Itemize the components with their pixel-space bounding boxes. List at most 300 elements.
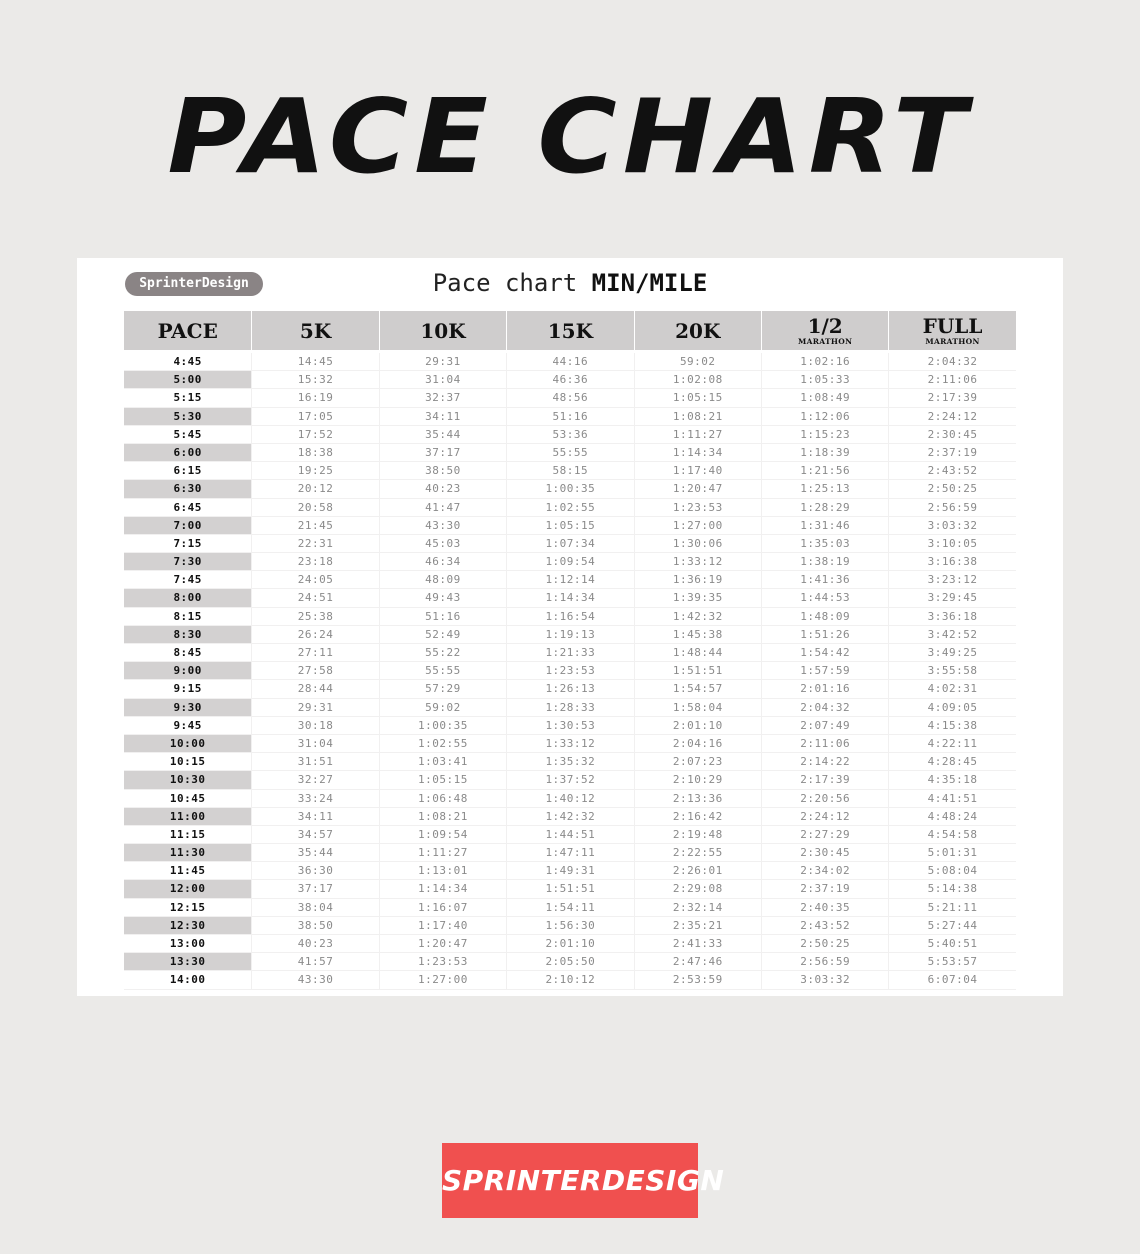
- table-row: [124, 426, 1016, 444]
- table-row: [124, 462, 1016, 480]
- time-cell: 3:49:25: [888, 644, 1015, 661]
- table-row: [124, 480, 1016, 498]
- time-cell: 2:32:14: [634, 899, 761, 916]
- time-cell: 2:43:52: [888, 462, 1015, 479]
- time-cell: 26:24: [251, 626, 378, 643]
- table-row: [124, 862, 1016, 880]
- time-cell: 43:30: [251, 971, 378, 988]
- table-row: [124, 680, 1016, 698]
- time-cell: 1:57:59: [761, 662, 888, 679]
- time-cell: 2:53:59: [634, 971, 761, 988]
- pace-cell: 6:15: [173, 464, 202, 478]
- column-header: [634, 311, 761, 350]
- time-cell: 5:53:57: [888, 953, 1015, 970]
- time-cell: 2:10:12: [506, 971, 633, 988]
- pace-cell: 11:30: [124, 844, 251, 861]
- time-cell: 1:28:33: [506, 699, 633, 716]
- time-cell: 1:48:44: [634, 644, 761, 661]
- time-cell: 48:56: [506, 389, 633, 406]
- time-cell: 1:19:13: [506, 626, 633, 643]
- column-header: [379, 311, 506, 350]
- time-cell: 1:44:53: [761, 589, 888, 606]
- time-cell: 5:01:31: [888, 844, 1015, 861]
- time-cell: 20:12: [251, 480, 378, 497]
- time-cell: 34:11: [251, 808, 378, 825]
- time-cell: 49:43: [379, 589, 506, 606]
- footer-brand-badge: SPRINTERDESIGN: [442, 1143, 698, 1218]
- time-cell: 29:31: [379, 353, 506, 370]
- time-cell: 51:16: [379, 608, 506, 625]
- time-cell: 34:57: [251, 826, 378, 843]
- pace-cell: 8:00: [124, 589, 251, 606]
- time-cell: 2:13:36: [634, 790, 761, 807]
- time-cell: 2:10:29: [634, 771, 761, 788]
- time-cell: 1:56:30: [506, 917, 633, 934]
- time-cell: 1:54:11: [506, 899, 633, 916]
- time-cell: 2:17:39: [761, 771, 888, 788]
- time-cell: 4:35:18: [888, 771, 1015, 788]
- time-cell: 1:33:12: [506, 735, 633, 752]
- time-cell: 1:51:51: [506, 880, 633, 897]
- pace-cell: 9:30: [124, 699, 251, 716]
- time-cell: 1:37:52: [506, 771, 633, 788]
- time-cell: 3:36:18: [888, 608, 1015, 625]
- time-cell: 1:21:33: [506, 644, 633, 661]
- time-cell: 18:38: [251, 444, 378, 461]
- column-header: [506, 311, 633, 350]
- sheet-title: [77, 268, 1063, 298]
- time-cell: 2:30:45: [761, 844, 888, 861]
- time-cell: 1:35:03: [761, 535, 888, 552]
- time-cell: 2:17:39: [888, 389, 1015, 406]
- table-row: [124, 553, 1016, 571]
- time-cell: 28:44: [251, 680, 378, 697]
- time-cell: 2:50:25: [761, 935, 888, 952]
- time-cell: 1:40:12: [506, 790, 633, 807]
- time-cell: 1:44:51: [506, 826, 633, 843]
- pace-cell: 8:45: [173, 646, 202, 659]
- table-row: [124, 608, 1016, 626]
- time-cell: 1:05:15: [379, 771, 506, 788]
- table-row: [124, 371, 1016, 389]
- time-cell: 1:02:16: [761, 353, 888, 370]
- time-cell: 24:51: [251, 589, 378, 606]
- pace-cell: 12:30: [124, 917, 251, 934]
- time-cell: 36:30: [251, 862, 378, 879]
- time-cell: 55:55: [506, 444, 633, 461]
- pace-cell: 6:00: [124, 444, 251, 461]
- table-row: [124, 808, 1016, 826]
- table-row: [124, 790, 1016, 808]
- pace-cell: 6:45: [173, 500, 202, 514]
- time-cell: 2:20:56: [761, 790, 888, 807]
- time-cell: 1:14:34: [506, 589, 633, 606]
- time-cell: 21:45: [251, 517, 378, 534]
- time-cell: 1:18:39: [761, 444, 888, 461]
- table-row: [124, 935, 1016, 953]
- time-cell: 1:05:15: [634, 389, 761, 406]
- time-cell: 2:24:12: [888, 408, 1015, 425]
- column-header-label: PACE: [157, 318, 218, 343]
- column-header-label: 1/2: [807, 314, 843, 338]
- time-cell: 55:22: [379, 644, 506, 661]
- time-cell: 4:02:31: [888, 680, 1015, 697]
- time-cell: 48:09: [379, 571, 506, 588]
- table-row: [124, 571, 1016, 589]
- table-row: [124, 589, 1016, 607]
- column-header-sublabel: MARATHON: [925, 337, 980, 346]
- column-header-label: 20K: [675, 318, 721, 343]
- table-row: [124, 499, 1016, 517]
- time-cell: 14:45: [251, 353, 378, 370]
- time-cell: 27:11: [251, 644, 378, 661]
- pace-cell: 6:30: [124, 480, 251, 497]
- time-cell: 2:07:49: [761, 717, 888, 734]
- column-header-label: 5K: [299, 318, 332, 343]
- time-cell: 1:45:38: [634, 626, 761, 643]
- table-row: [124, 735, 1016, 753]
- time-cell: 16:19: [251, 389, 378, 406]
- time-cell: 2:43:52: [761, 917, 888, 934]
- time-cell: 2:35:21: [634, 917, 761, 934]
- time-cell: 2:04:16: [634, 735, 761, 752]
- time-cell: 2:07:23: [634, 753, 761, 770]
- sheet-title-prefix: Pace chart: [432, 269, 578, 297]
- pace-cell: 5:00: [124, 371, 251, 388]
- time-cell: 1:12:06: [761, 408, 888, 425]
- table-row: [124, 444, 1016, 462]
- time-cell: 52:49: [379, 626, 506, 643]
- table-header: [124, 311, 1016, 350]
- time-cell: 1:54:57: [634, 680, 761, 697]
- time-cell: 2:26:01: [634, 862, 761, 879]
- time-cell: 3:42:52: [888, 626, 1015, 643]
- time-cell: 1:17:40: [634, 462, 761, 479]
- table-row: [124, 699, 1016, 717]
- time-cell: 1:28:29: [761, 499, 888, 516]
- pace-chart-sheet: [77, 258, 1063, 996]
- time-cell: 58:15: [506, 462, 633, 479]
- time-cell: 3:23:12: [888, 571, 1015, 588]
- time-cell: 1:27:00: [379, 971, 506, 988]
- column-header-label: 15K: [547, 318, 593, 343]
- time-cell: 2:30:45: [888, 426, 1015, 443]
- time-cell: 29:31: [251, 699, 378, 716]
- time-cell: 1:23:53: [634, 499, 761, 516]
- time-cell: 2:11:06: [888, 371, 1015, 388]
- time-cell: 1:14:34: [634, 444, 761, 461]
- time-cell: 1:05:15: [506, 517, 633, 534]
- time-cell: 41:57: [251, 953, 378, 970]
- time-cell: 1:26:13: [506, 680, 633, 697]
- pace-cell: 8:15: [173, 609, 202, 623]
- time-cell: 2:27:29: [761, 826, 888, 843]
- time-cell: 1:14:34: [379, 880, 506, 897]
- time-cell: 1:42:32: [634, 608, 761, 625]
- time-cell: 2:37:19: [888, 444, 1015, 461]
- time-cell: 2:56:59: [761, 953, 888, 970]
- time-cell: 1:42:32: [506, 808, 633, 825]
- time-cell: 1:38:19: [761, 553, 888, 570]
- time-cell: 1:07:34: [506, 535, 633, 552]
- time-cell: 2:14:22: [761, 753, 888, 770]
- pace-cell: 9:15: [173, 682, 202, 696]
- pace-cell: 10:30: [124, 771, 251, 788]
- time-cell: 46:36: [506, 371, 633, 388]
- time-cell: 1:20:47: [379, 935, 506, 952]
- time-cell: 1:13:01: [379, 862, 506, 879]
- pace-cell: 14:00: [169, 973, 206, 987]
- time-cell: 35:44: [379, 426, 506, 443]
- time-cell: 2:41:33: [634, 935, 761, 952]
- time-cell: 17:05: [251, 408, 378, 425]
- table-row: [124, 753, 1016, 771]
- time-cell: 57:29: [379, 680, 506, 697]
- time-cell: 32:27: [251, 771, 378, 788]
- time-cell: 2:24:12: [761, 808, 888, 825]
- time-cell: 59:02: [379, 699, 506, 716]
- time-cell: 2:01:10: [506, 935, 633, 952]
- time-cell: 1:06:48: [379, 790, 506, 807]
- table-row: [124, 917, 1016, 935]
- time-cell: 2:37:19: [761, 880, 888, 897]
- time-cell: 1:51:51: [634, 662, 761, 679]
- time-cell: 23:18: [251, 553, 378, 570]
- column-header: [888, 311, 1015, 350]
- time-cell: 4:22:11: [888, 735, 1015, 752]
- time-cell: 4:41:51: [888, 790, 1015, 807]
- time-cell: 2:16:42: [634, 808, 761, 825]
- time-cell: 1:11:27: [634, 426, 761, 443]
- time-cell: 1:17:40: [379, 917, 506, 934]
- column-header-sublabel: MARATHON: [798, 337, 853, 346]
- time-cell: 1:33:12: [634, 553, 761, 570]
- pace-cell: 13:30: [124, 953, 251, 970]
- pace-cell: 13:00: [169, 937, 206, 950]
- table-row: [124, 644, 1016, 662]
- time-cell: 3:10:05: [888, 535, 1015, 552]
- time-cell: 53:36: [506, 426, 633, 443]
- time-cell: 44:16: [506, 353, 633, 370]
- time-cell: 1:00:35: [506, 480, 633, 497]
- pace-cell: 12:15: [169, 900, 206, 914]
- time-cell: 1:23:53: [379, 953, 506, 970]
- table-row: [124, 953, 1016, 971]
- time-cell: 30:18: [251, 717, 378, 734]
- column-header: [124, 311, 251, 350]
- time-cell: 41:47: [379, 499, 506, 516]
- time-cell: 1:31:46: [761, 517, 888, 534]
- pace-cell: 9:00: [124, 662, 251, 679]
- time-cell: 2:01:10: [634, 717, 761, 734]
- time-cell: 4:28:45: [888, 753, 1015, 770]
- time-cell: 32:37: [379, 389, 506, 406]
- table-row: [124, 844, 1016, 862]
- time-cell: 2:56:59: [888, 499, 1015, 516]
- time-cell: 2:29:08: [634, 880, 761, 897]
- time-cell: 2:50:25: [888, 480, 1015, 497]
- time-cell: 25:38: [251, 608, 378, 625]
- time-cell: 1:05:33: [761, 371, 888, 388]
- time-cell: 1:15:23: [761, 426, 888, 443]
- time-cell: 1:02:08: [634, 371, 761, 388]
- time-cell: 1:08:21: [634, 408, 761, 425]
- table-row: [124, 899, 1016, 917]
- time-cell: 2:34:02: [761, 862, 888, 879]
- time-cell: 2:47:46: [634, 953, 761, 970]
- pace-cell: 7:45: [173, 573, 202, 587]
- time-cell: 1:03:41: [379, 753, 506, 770]
- pace-cell: 11:15: [169, 827, 206, 841]
- time-cell: 5:27:44: [888, 917, 1015, 934]
- time-cell: 15:32: [251, 371, 378, 388]
- time-cell: 2:22:55: [634, 844, 761, 861]
- time-cell: 2:04:32: [761, 699, 888, 716]
- table-row: [124, 971, 1016, 989]
- time-cell: 5:08:04: [888, 862, 1015, 879]
- time-cell: 1:27:00: [634, 517, 761, 534]
- table-row: [124, 408, 1016, 426]
- table-row: [124, 826, 1016, 844]
- time-cell: 1:21:56: [761, 462, 888, 479]
- table-row: [124, 662, 1016, 680]
- time-cell: 1:12:14: [506, 571, 633, 588]
- time-cell: 22:31: [251, 535, 378, 552]
- time-cell: 35:44: [251, 844, 378, 861]
- time-cell: 34:11: [379, 408, 506, 425]
- time-cell: 3:03:32: [761, 971, 888, 988]
- pace-cell: 7:30: [124, 553, 251, 570]
- time-cell: 2:05:50: [506, 953, 633, 970]
- time-cell: 1:25:13: [761, 480, 888, 497]
- pace-cell: 4:45: [173, 355, 202, 368]
- time-cell: 1:09:54: [379, 826, 506, 843]
- time-cell: 1:30:06: [634, 535, 761, 552]
- time-cell: 38:50: [379, 462, 506, 479]
- time-cell: 37:17: [251, 880, 378, 897]
- table-row: [124, 771, 1016, 789]
- time-cell: 4:15:38: [888, 717, 1015, 734]
- pace-table-body: [124, 353, 1016, 990]
- time-cell: 4:48:24: [888, 808, 1015, 825]
- pace-cell: 10:15: [169, 755, 206, 769]
- table-row: [124, 535, 1016, 553]
- time-cell: 1:35:32: [506, 753, 633, 770]
- time-cell: 1:16:07: [379, 899, 506, 916]
- time-cell: 6:07:04: [888, 971, 1015, 988]
- pace-cell: 7:00: [124, 517, 251, 534]
- time-cell: 38:04: [251, 899, 378, 916]
- time-cell: 3:03:32: [888, 517, 1015, 534]
- time-cell: 1:02:55: [506, 499, 633, 516]
- pace-cell: 5:15: [173, 391, 202, 405]
- table-row: [124, 389, 1016, 407]
- time-cell: 2:01:16: [761, 680, 888, 697]
- pace-cell: 8:30: [124, 626, 251, 643]
- time-cell: 40:23: [379, 480, 506, 497]
- time-cell: 1:51:26: [761, 626, 888, 643]
- time-cell: 45:03: [379, 535, 506, 552]
- time-cell: 1:08:49: [761, 389, 888, 406]
- column-header-label: 10K: [420, 318, 466, 343]
- time-cell: 1:30:53: [506, 717, 633, 734]
- table-row: [124, 880, 1016, 898]
- time-cell: 40:23: [251, 935, 378, 952]
- time-cell: 1:20:47: [634, 480, 761, 497]
- time-cell: 19:25: [251, 462, 378, 479]
- time-cell: 1:11:27: [379, 844, 506, 861]
- table-row: [124, 353, 1016, 371]
- time-cell: 5:14:38: [888, 880, 1015, 897]
- time-cell: 24:05: [251, 571, 378, 588]
- time-cell: 38:50: [251, 917, 378, 934]
- sheet-title-unit: MIN/MILE: [591, 269, 708, 297]
- time-cell: 3:29:45: [888, 589, 1015, 606]
- time-cell: 4:54:58: [888, 826, 1015, 843]
- time-cell: 2:11:06: [761, 735, 888, 752]
- time-cell: 3:16:38: [888, 553, 1015, 570]
- pace-cell: 5:30: [124, 408, 251, 425]
- time-cell: 1:39:35: [634, 589, 761, 606]
- time-cell: 2:40:35: [761, 899, 888, 916]
- time-cell: 2:19:48: [634, 826, 761, 843]
- time-cell: 46:34: [379, 553, 506, 570]
- pace-cell: 11:00: [124, 808, 251, 825]
- time-cell: 27:58: [251, 662, 378, 679]
- table-row: [124, 517, 1016, 535]
- time-cell: 5:21:11: [888, 899, 1015, 916]
- column-header: [761, 311, 888, 350]
- page-title: PACE CHART: [167, 78, 973, 197]
- pace-cell: 9:45: [173, 718, 202, 732]
- time-cell: 43:30: [379, 517, 506, 534]
- time-cell: 31:04: [379, 371, 506, 388]
- time-cell: 3:55:58: [888, 662, 1015, 679]
- time-cell: 20:58: [251, 499, 378, 516]
- time-cell: 1:49:31: [506, 862, 633, 879]
- pace-cell: 11:45: [169, 864, 206, 878]
- time-cell: 33:24: [251, 790, 378, 807]
- table-row: [124, 626, 1016, 644]
- column-header-label: FULL: [922, 314, 983, 338]
- pace-cell: 7:15: [173, 536, 202, 550]
- time-cell: 1:16:54: [506, 608, 633, 625]
- time-cell: 31:04: [251, 735, 378, 752]
- time-cell: 1:36:19: [634, 571, 761, 588]
- time-cell: 51:16: [506, 408, 633, 425]
- time-cell: 55:55: [379, 662, 506, 679]
- time-cell: 37:17: [379, 444, 506, 461]
- time-cell: 2:04:32: [888, 353, 1015, 370]
- table-row: [124, 717, 1016, 735]
- time-cell: 31:51: [251, 753, 378, 770]
- brand-badge: SprinterDesign: [125, 272, 263, 296]
- time-cell: 1:23:53: [506, 662, 633, 679]
- time-cell: 59:02: [634, 353, 761, 370]
- time-cell: 1:41:36: [761, 571, 888, 588]
- time-cell: 17:52: [251, 426, 378, 443]
- time-cell: 1:47:11: [506, 844, 633, 861]
- time-cell: 1:48:09: [761, 608, 888, 625]
- time-cell: 1:02:55: [379, 735, 506, 752]
- pace-cell: 10:00: [124, 735, 251, 752]
- time-cell: 4:09:05: [888, 699, 1015, 716]
- time-cell: 1:09:54: [506, 553, 633, 570]
- pace-cell: 10:45: [169, 791, 206, 805]
- pace-cell: 5:45: [173, 427, 202, 441]
- column-header: [251, 311, 378, 350]
- time-cell: 1:54:42: [761, 644, 888, 661]
